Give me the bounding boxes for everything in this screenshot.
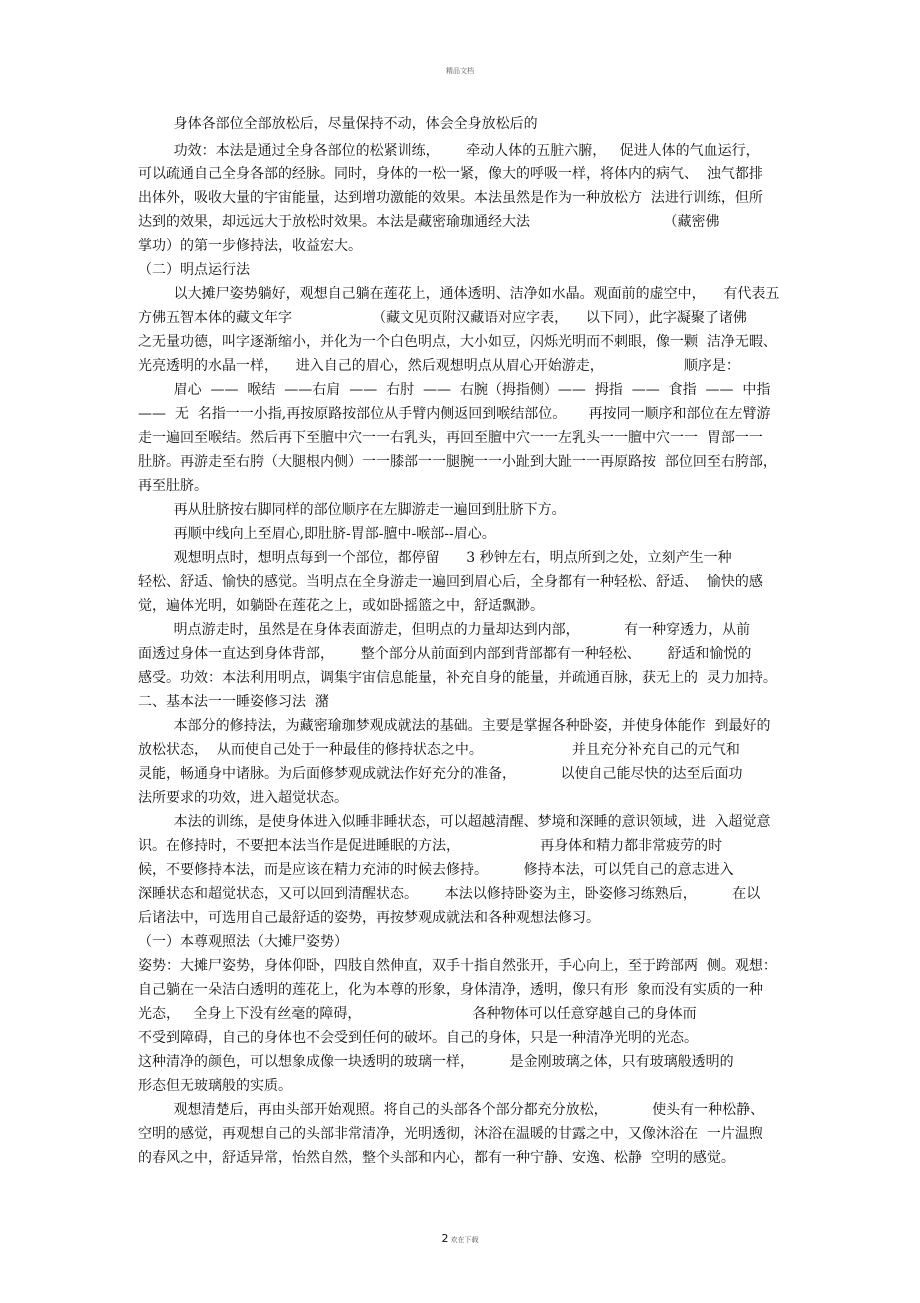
text-line: 放松状态， 从而使自己处于一种最佳的修持状态之中。 并且充分补充自己的元气和 (138, 742, 740, 758)
text-line: 再顺中线向上至眉心,即肚脐-胃部-膻中-喉部--眉心。 (138, 526, 496, 542)
text-line: 姿势：大摊尸姿势，身体仰卧，四肢自然伸直，双手十指自然张开，手心向上，至于跨部两 侧。观想： (138, 958, 777, 974)
text-line: 以大摊尸姿势躺好，观想自己躺在莲花上，通体透明、洁净如水晶。观面前的虚空中， 有代表五 (138, 286, 780, 302)
text-line: （一）本尊观照法（大摊尸姿势） (138, 934, 348, 950)
text-line: 觉，遍体光明，如躺卧在莲花之上，或如卧摇篮之中，舒适飘渺。 (138, 598, 544, 614)
text-line: 候，不要修持本法，而是应该在精力充沛的时候去修持。 修持本法，可以凭自己的意志进入 (138, 862, 734, 878)
text-line: 灵能，畅通身中诸脉。为后面修梦观成就法作好充分的准备， 以使自己能尽快的达至后面功 (138, 766, 743, 782)
text-line: 法所要求的功效，进入超觉状态。 (138, 790, 348, 806)
text-line: 明点游走时，虽然是在身体表面游走，但明点的力量却达到内部， 有一种穿透力，从前 (138, 622, 751, 638)
text-line: 出体外，吸收大量的宇宙能量，达到增功激能的效果。本法虽然是作为一种放松方 法进行训练，但所 (138, 190, 763, 206)
text-line: 的春风之中，舒适异常，怡然自然，整个头部和内心，都有一种宁静、安逸、松静 空明的感觉。 (138, 1150, 735, 1166)
page-footer (0, 1227, 920, 1246)
text-line: 形态但无玻璃般的实质。 (138, 1078, 292, 1094)
text-line: 二、基本法一一睡姿修习法 潴 (138, 694, 329, 710)
text-line: 之无量功德，叫字逐渐缩小，并化为一个白色明点，大小如豆，闪烁光明而不刺眼，像一颗 洁净无暇、 (138, 334, 777, 350)
text-line: 自己躺在一朵洁白透明的莲花上，化为本尊的形象，身体清净，透明，像只有形 象而没有实质的一种 (138, 982, 763, 998)
text-line: 本法的训练，是使身体进入似睡非睡状态，可以超越清醒、梦境和深睡的意识领域，进 入超觉意 (138, 814, 771, 830)
text-line: 走一遍回至喉结。然后再下至膻中穴一一右乳头，再回至膻中穴一一左乳头一一膻中穴一一 胃部一一 (138, 430, 763, 446)
page-number: 2 (441, 1232, 449, 1245)
text-line: 这种清净的颜色，可以想象成像一块透明的玻璃一样， 是金刚玻璃之体，只有玻璃般透明的 (138, 1054, 734, 1070)
text-line: 眉心 —— 喉结 ——右肩 —— 右肘 —— 右腕（拇指侧）—— 拇指 —— 食指 —— 中指 (138, 382, 771, 398)
text-line: 后诸法中，可选用自己最舒适的姿势，再按梦观成就法和各种观想法修习。 (138, 910, 600, 926)
text-line: 方佛五智本体的藏文年字 （藏文见页附汉藏语对应字表， 以下同），此字凝聚了诸佛 (138, 310, 747, 326)
text-line: 感受。功效：本法利用明点，调集宇宙信息能量，补充自身的能量，并疏通百脉，获无上的 灵力加持。 (138, 670, 777, 686)
text-line: 本部分的修持法，为藏密瑜珈梦观成就法的基础。主要是掌握各种卧姿，并使身体能作 到最好的 (138, 718, 771, 734)
text-line: 光亮透明的水晶一样， 进入自己的眉心，然后观想明点从眉心开始游走， 顺序是： (138, 358, 740, 374)
text-line: （二）明点运行法 (138, 262, 250, 278)
text-line: 空明的感觉，再观想自己的头部非常清净，光明透彻，沐浴在温暖的甘露之中，又像沐浴在 一片温煦 (138, 1126, 763, 1142)
text-line: 身体各部位全部放松后，尽量保持不动，体会全身放松后的 (138, 116, 538, 132)
text-line: 掌功）的第一步修持法，收益宏大。 (138, 238, 362, 254)
page-header: 精品文档 (446, 67, 474, 75)
text-line: —— 无 名指一一小指,再按原路按部位从手臂内侧返回到喉结部位。 再按同一顺序和部位在左臂游 (138, 406, 771, 422)
text-line: 肚脐。再游走至右胯（大腿根内侧）一一膝部一一腿腕一一小趾到大趾一一再原路按 部位回至右胯部， (138, 454, 777, 470)
text-line: 达到的效果，却远远大于放松时效果。本法是藏密瑜珈通经大法 （藏密佛 (138, 214, 720, 230)
footer-note: 欢在下载 (450, 1236, 479, 1244)
text-line: 功效：本法是通过全身各部位的松紧训练， 牵动人体的五脏六腑， 促进人体的气血运行， (138, 143, 760, 159)
text-line: 观想明点时，想明点每到一个部位，都停留 3 秒钟左右，明点所到之处，立刻产生一种 (138, 550, 732, 566)
text-line: 观想清楚后，再由头部开始观照。将自己的头部各个部分都充分放松， 使头有一种松静、 (138, 1102, 765, 1118)
text-line: 面透过身体一直达到身体背部， 整个部分从前面到内部到背部都有一种轻松、 舒适和愉悦的 (138, 646, 752, 662)
text-line: 不受到障碍，自己的身体也不会受到任何的破坏。自己的身体，只是一种清净光明的光态。 (138, 1030, 698, 1046)
text-line: 再从肚脐按右脚同样的部位顺序在左脚游走一遍回到肚脐下方。 (138, 502, 566, 518)
text-line: 轻松、舒适、愉快的感觉。当明点在全身游走一遍回到眉心后，全身都有一种轻松、舒适、 愉快的感 (138, 574, 763, 590)
text-line: 可以疏通自己全身各部的经脉。同时，身体的一松一紧，像大的呼吸一样，将体内的病气、 浊气都排 (138, 166, 763, 182)
text-line: 深睡状态和超觉状态，又可以回到清醒状态。 本法以修持卧姿为主，卧姿修习练熟后， 在以 (138, 886, 761, 902)
text-line: 再至肚脐。 (138, 478, 208, 494)
text-line: 光态， 全身上下没有丝毫的障碍， 各种物体可以任意穿越自己的身体而 (138, 1006, 697, 1022)
text-line: 识。在修持时，不要把本法当作是促进睡眠的方法， 再身体和精力都非常疲劳的时 (138, 838, 723, 854)
